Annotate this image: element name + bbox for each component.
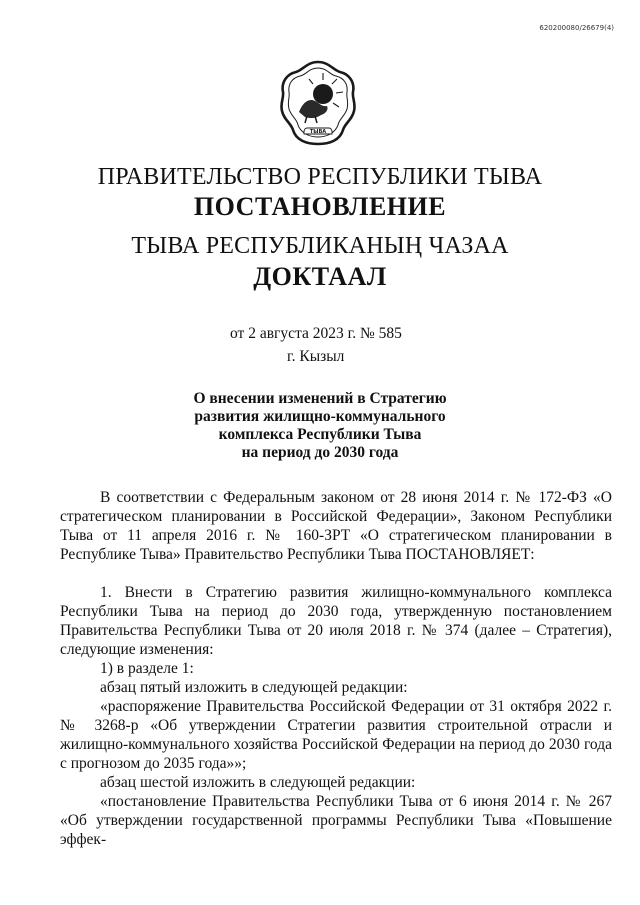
- intro-paragraph: В соответствии с Федеральным законом от 28 июня 2014 г. № 172-ФЗ «О стратегическом планировании в Российской Федерации», Законом Республики Тыва от 11 апреля 2016 г. № 160-ЗРТ «О стратегическом планировании в Республике Тыва» Правительство Республики Тыва ПОСТАНОВЛЯЕТ:: [60, 489, 612, 563]
- paragraph-6-instruction: абзац шестой изложить в следующей редакции:: [100, 774, 416, 791]
- title-line: развития жилищно-коммунального: [194, 408, 446, 425]
- title-line: на период до 2030 года: [241, 444, 399, 461]
- paragraph-6-text: «постановление Правительства Республики Тыва от 6 июня 2014 г. № 267 «Об утверждении государственной программы Республики Тыва «Повышение эффек-: [60, 793, 612, 848]
- title-line: О внесении изменений в Стратегию: [193, 390, 447, 407]
- document-title: [150, 390, 490, 462]
- paragraph-5-text: «распоряжение Правительства Российской Федерации от 31 октября 2022 г. № 3268-р «Об утверждении Стратегии развития строительной отрасли и жилищно-коммунального хозяйства Российской Федерации на период до 2030 года с прогнозом до 2035 года»»;: [60, 698, 612, 772]
- document-type-tyvan: ДОКТААЛ: [253, 262, 387, 291]
- coat-of-arms-icon: [277, 58, 359, 148]
- subitem-1-paragraph: 1) в разделе 1:: [100, 660, 194, 677]
- document-body: [60, 488, 612, 849]
- government-name-tyvan: ТЫВА РЕСПУБЛИКАНЫҢ ЧАЗАА: [131, 233, 509, 259]
- title-line: комплекса Республики Тыва: [218, 426, 422, 443]
- emblem-motto: ТЫВА: [309, 129, 327, 135]
- document-id: 620200080/26679(4): [539, 24, 614, 32]
- document-city: г. Кызыл: [287, 348, 345, 365]
- document-date: от 2 августа 2023 г. № 585: [230, 325, 402, 342]
- document-type: ПОСТАНОВЛЕНИЕ: [193, 192, 447, 221]
- government-name: ПРАВИТЕЛЬСТВО РЕСПУБЛИКИ ТЫВА: [97, 164, 543, 190]
- item-1-paragraph: 1. Внести в Стратегию развития жилищно-коммунального комплекса Республики Тыва на период до 2030 года, утвержденную постановлением Правительства Республики Тыва от 20 июля 2018 г. № 374 (далее – Стратегия), следующие изменения:: [60, 584, 612, 658]
- paragraph-5-instruction: абзац пятый изложить в следующей редакции:: [100, 679, 408, 696]
